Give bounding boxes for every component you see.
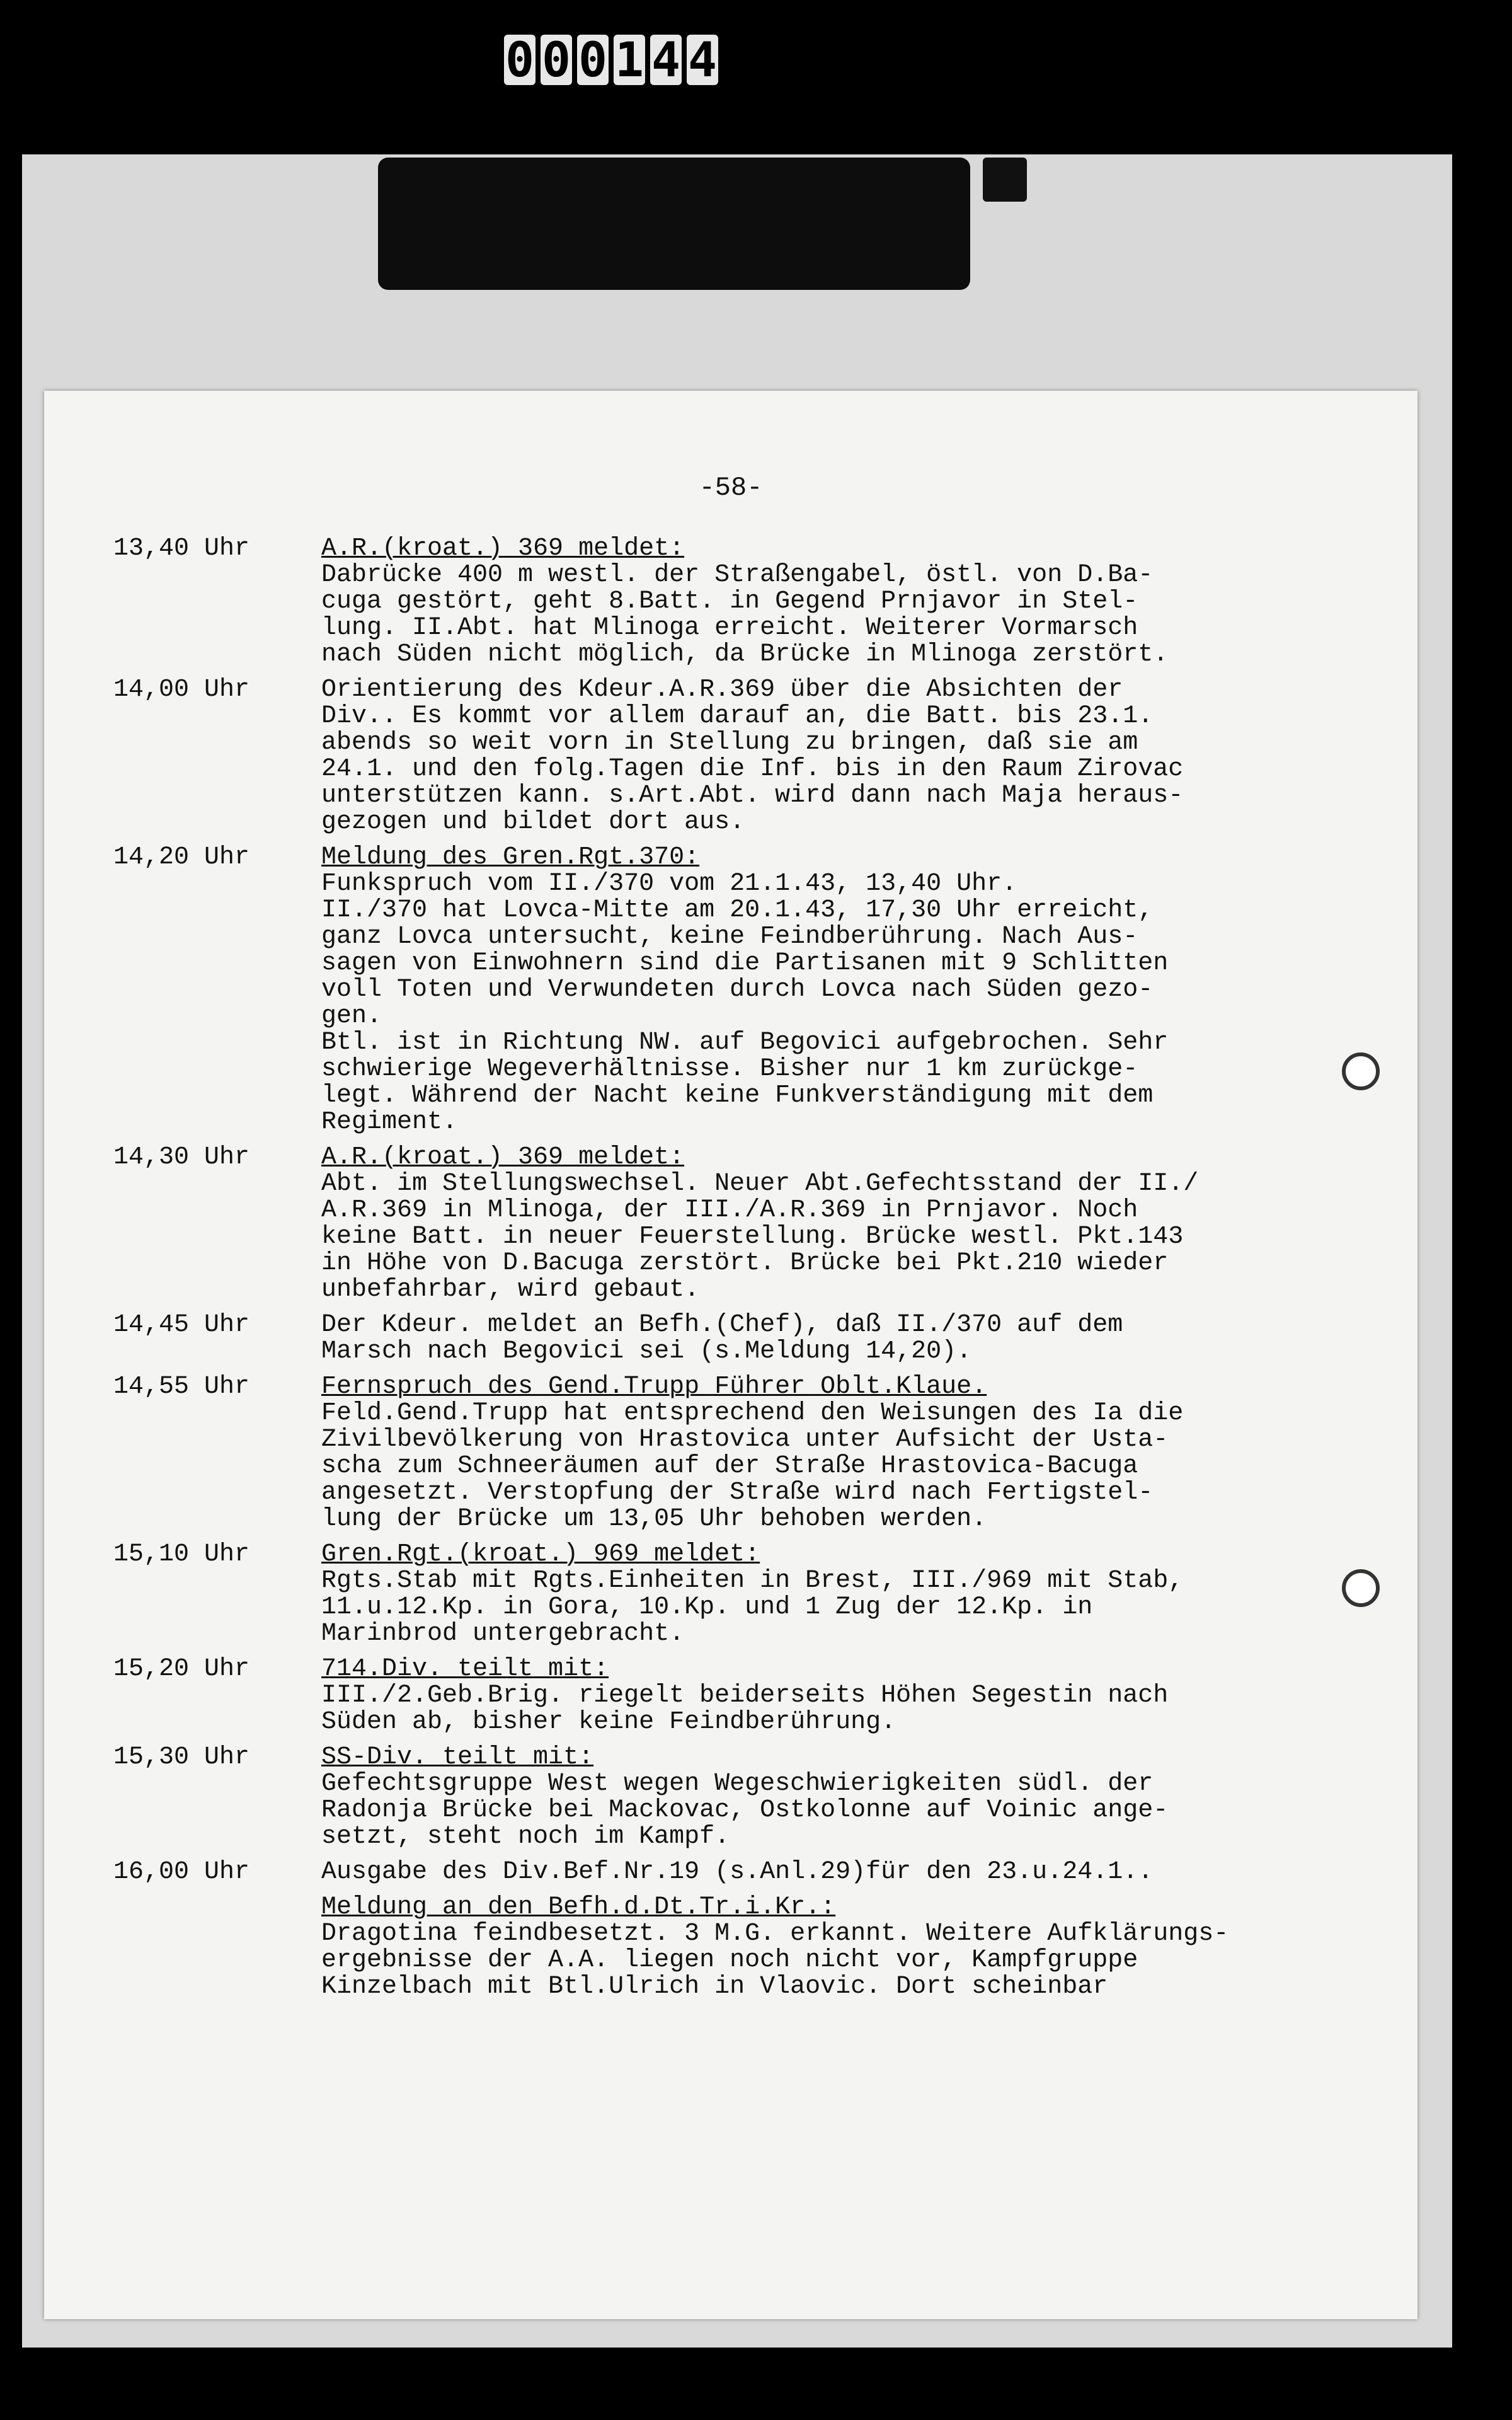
entry-body xyxy=(321,1374,1399,1533)
entry-time: 16,00 Uhr xyxy=(113,1858,250,1886)
entry-line: Zivilbevölkerung von Hrastovica unter Aufsicht der Usta- xyxy=(321,1426,1169,1454)
frame-digit: 0 xyxy=(504,35,536,85)
entry-line: Süden ab, bisher keine Feindberührung. xyxy=(321,1708,896,1736)
document-page xyxy=(44,391,1418,2319)
entry-heading: Meldung an den Befh.d.Dt.Tr.i.Kr.: xyxy=(321,1893,836,1922)
log-entry xyxy=(113,1656,1399,1736)
entry-line: Btl. ist in Richtung NW. auf Begovici aufgebrochen. Sehr xyxy=(321,1028,1169,1057)
entry-line: unterstützen kann. s.Art.Abt. wird dann nach Maja heraus- xyxy=(321,781,1184,810)
entry-line: lung. II.Abt. hat Mlinoga erreicht. Weiterer Vormarsch xyxy=(321,614,1138,642)
frame-digit: 0 xyxy=(541,35,572,85)
entry-body xyxy=(321,844,1399,1136)
frame-digit: 0 xyxy=(577,35,609,85)
entry-line: Feld.Gend.Trupp hat entsprechend den Weisungen des Ia die xyxy=(321,1399,1184,1427)
entry-line: sagen von Einwohnern sind die Partisanen mit 9 Schlitten xyxy=(321,949,1169,977)
entry-body xyxy=(321,536,1399,668)
entry-line: Abt. im Stellungswechsel. Neuer Abt.Gefechtsstand der II./ xyxy=(321,1170,1199,1198)
entry-line: Dragotina feindbesetzt. 3 M.G. erkannt. Weitere Aufklärungs- xyxy=(321,1920,1229,1948)
entry-line: voll Toten und Verwundeten durch Lovca nach Süden gezo- xyxy=(321,976,1154,1004)
entry-body xyxy=(321,1144,1399,1303)
entry-line: nach Süden nicht möglich, da Brücke in Mlinoga zerstört. xyxy=(321,640,1169,669)
entry-time: 15,20 Uhr xyxy=(113,1655,250,1683)
entry-line: ganz Lovca untersucht, keine Feindberührung. Nach Aus- xyxy=(321,923,1138,951)
entry-time: 15,30 Uhr xyxy=(113,1743,250,1772)
log-entry xyxy=(113,536,1399,668)
frame-number xyxy=(504,32,718,88)
entry-heading: Fernspruch des Gend.Trupp Führer Oblt.Klaue. xyxy=(321,1373,987,1401)
entry-line: setzt, steht noch im Kampf. xyxy=(321,1823,730,1851)
entry-line: Marinbrod untergebracht. xyxy=(321,1620,685,1648)
entry-line: schwierige Wegeverhältnisse. Bisher nur 1 km zurückge- xyxy=(321,1055,1138,1083)
entry-body xyxy=(321,1744,1399,1850)
entry-body xyxy=(321,677,1399,836)
entry-time: 14,20 Uhr xyxy=(113,843,250,872)
entry-body xyxy=(321,1894,1399,2000)
entry-line: Rgts.Stab mit Rgts.Einheiten in Brest, III./969 mit Stab, xyxy=(321,1567,1184,1595)
entry-body xyxy=(321,1859,1399,1886)
entry-line: in Höhe von D.Bacuga zerstört. Brücke bei Pkt.210 wieder xyxy=(321,1249,1169,1277)
log-entry xyxy=(113,1312,1399,1365)
entry-line: 11.u.12.Kp. in Gora, 10.Kp. und 1 Zug der 12.Kp. in xyxy=(321,1593,1093,1622)
punch-hole xyxy=(1342,1052,1380,1090)
entry-line: lung der Brücke um 13,05 Uhr behoben werden. xyxy=(321,1505,987,1533)
entry-line: Kinzelbach mit Btl.Ulrich in Vlaovic. Dort scheinbar xyxy=(321,1973,1108,2001)
entry-line: Funkspruch vom II./370 vom 21.1.43, 13,40 Uhr. xyxy=(321,870,1017,898)
entry-line: Regiment. xyxy=(321,1108,458,1136)
log-entry xyxy=(113,1374,1399,1533)
entry-line: keine Batt. in neuer Feuerstellung. Brücke westl. Pkt.143 xyxy=(321,1223,1184,1251)
punch-hole xyxy=(1342,1569,1380,1607)
log-entry xyxy=(113,1144,1399,1303)
entry-line: Dabrücke 400 m westl. der Straßengabel, östl. von D.Ba- xyxy=(321,561,1154,589)
entry-line: A.R.369 in Mlinoga, der III./A.R.369 in Prnjavor. Noch xyxy=(321,1196,1138,1224)
binder-clip xyxy=(378,158,970,290)
entry-body xyxy=(321,1656,1399,1736)
entry-line: Div.. Es kommt vor allem darauf an, die Batt. bis 23.1. xyxy=(321,702,1154,730)
entry-heading: SS-Div. teilt mit: xyxy=(321,1743,594,1772)
entry-line: unbefahrbar, wird gebaut. xyxy=(321,1276,700,1304)
entry-time: 13,40 Uhr xyxy=(113,534,250,563)
entry-time: 14,55 Uhr xyxy=(113,1373,250,1401)
entry-line: cuga gestört, geht 8.Batt. in Gegend Prnjavor in Stel- xyxy=(321,587,1138,616)
entry-time xyxy=(113,1894,321,2000)
entry-line: gen. xyxy=(321,1002,382,1030)
log-entry xyxy=(113,1894,1399,2000)
entry-line: Orientierung des Kdeur.A.R.369 über die Absichten der xyxy=(321,676,1123,704)
entry-line: 24.1. und den folg.Tagen die Inf. bis in den Raum Zirovac xyxy=(321,755,1184,783)
log-entry xyxy=(113,1744,1399,1850)
entry-line: Radonja Brücke bei Mackovac, Ostkolonne auf Voinic ange- xyxy=(321,1796,1169,1824)
log-entries xyxy=(113,536,1399,2009)
frame-digit: 4 xyxy=(687,35,718,85)
entry-time: 14,00 Uhr xyxy=(113,676,250,704)
entry-line: ergebnisse der A.A. liegen noch nicht vor, Kampfgruppe xyxy=(321,1946,1138,1974)
entry-heading: A.R.(kroat.) 369 meldet: xyxy=(321,1143,685,1172)
entry-line: II./370 hat Lovca-Mitte am 20.1.43, 17,30 Uhr erreicht, xyxy=(321,896,1154,925)
entry-line: legt. Während der Nacht keine Funkverständigung mit dem xyxy=(321,1081,1154,1110)
entry-line: Ausgabe des Div.Bef.Nr.19 (s.Anl.29)für den 23.u.24.1.. xyxy=(321,1858,1154,1886)
entry-time: 15,10 Uhr xyxy=(113,1540,250,1569)
entry-heading: A.R.(kroat.) 369 meldet: xyxy=(321,534,685,563)
entry-line: angesetzt. Verstopfung der Straße wird nach Fertigstel- xyxy=(321,1478,1154,1507)
entry-line: Gefechtsgruppe West wegen Wegeschwierigkeiten südl. der xyxy=(321,1770,1154,1798)
log-entry xyxy=(113,844,1399,1136)
entry-body xyxy=(321,1312,1399,1365)
entry-heading: 714.Div. teilt mit: xyxy=(321,1655,609,1683)
entry-line: gezogen und bildet dort aus. xyxy=(321,808,745,836)
log-entry xyxy=(113,677,1399,836)
entry-line: abends so weit vorn in Stellung zu bringen, daß sie am xyxy=(321,729,1138,757)
frame-digit: 1 xyxy=(614,35,645,85)
page-number: -58- xyxy=(699,473,763,503)
log-entry xyxy=(113,1859,1399,1886)
entry-line: III./2.Geb.Brig. riegelt beiderseits Höhen Segestin nach xyxy=(321,1681,1169,1710)
entry-line: scha zum Schneeräumen auf der Straße Hrastovica-Bacuga xyxy=(321,1452,1138,1480)
binder-clip-tab xyxy=(983,158,1027,202)
entry-heading: Gren.Rgt.(kroat.) 969 meldet: xyxy=(321,1540,760,1569)
entry-line: Der Kdeur. meldet an Befh.(Chef), daß II./370 auf dem xyxy=(321,1311,1123,1339)
entry-heading: Meldung des Gren.Rgt.370: xyxy=(321,843,700,872)
entry-body xyxy=(321,1541,1399,1647)
entry-time: 14,30 Uhr xyxy=(113,1143,250,1172)
frame-digit: 4 xyxy=(650,35,682,85)
entry-time: 14,45 Uhr xyxy=(113,1311,250,1339)
log-entry xyxy=(113,1541,1399,1647)
entry-line: Marsch nach Begovici sei (s.Meldung 14,20). xyxy=(321,1337,972,1366)
